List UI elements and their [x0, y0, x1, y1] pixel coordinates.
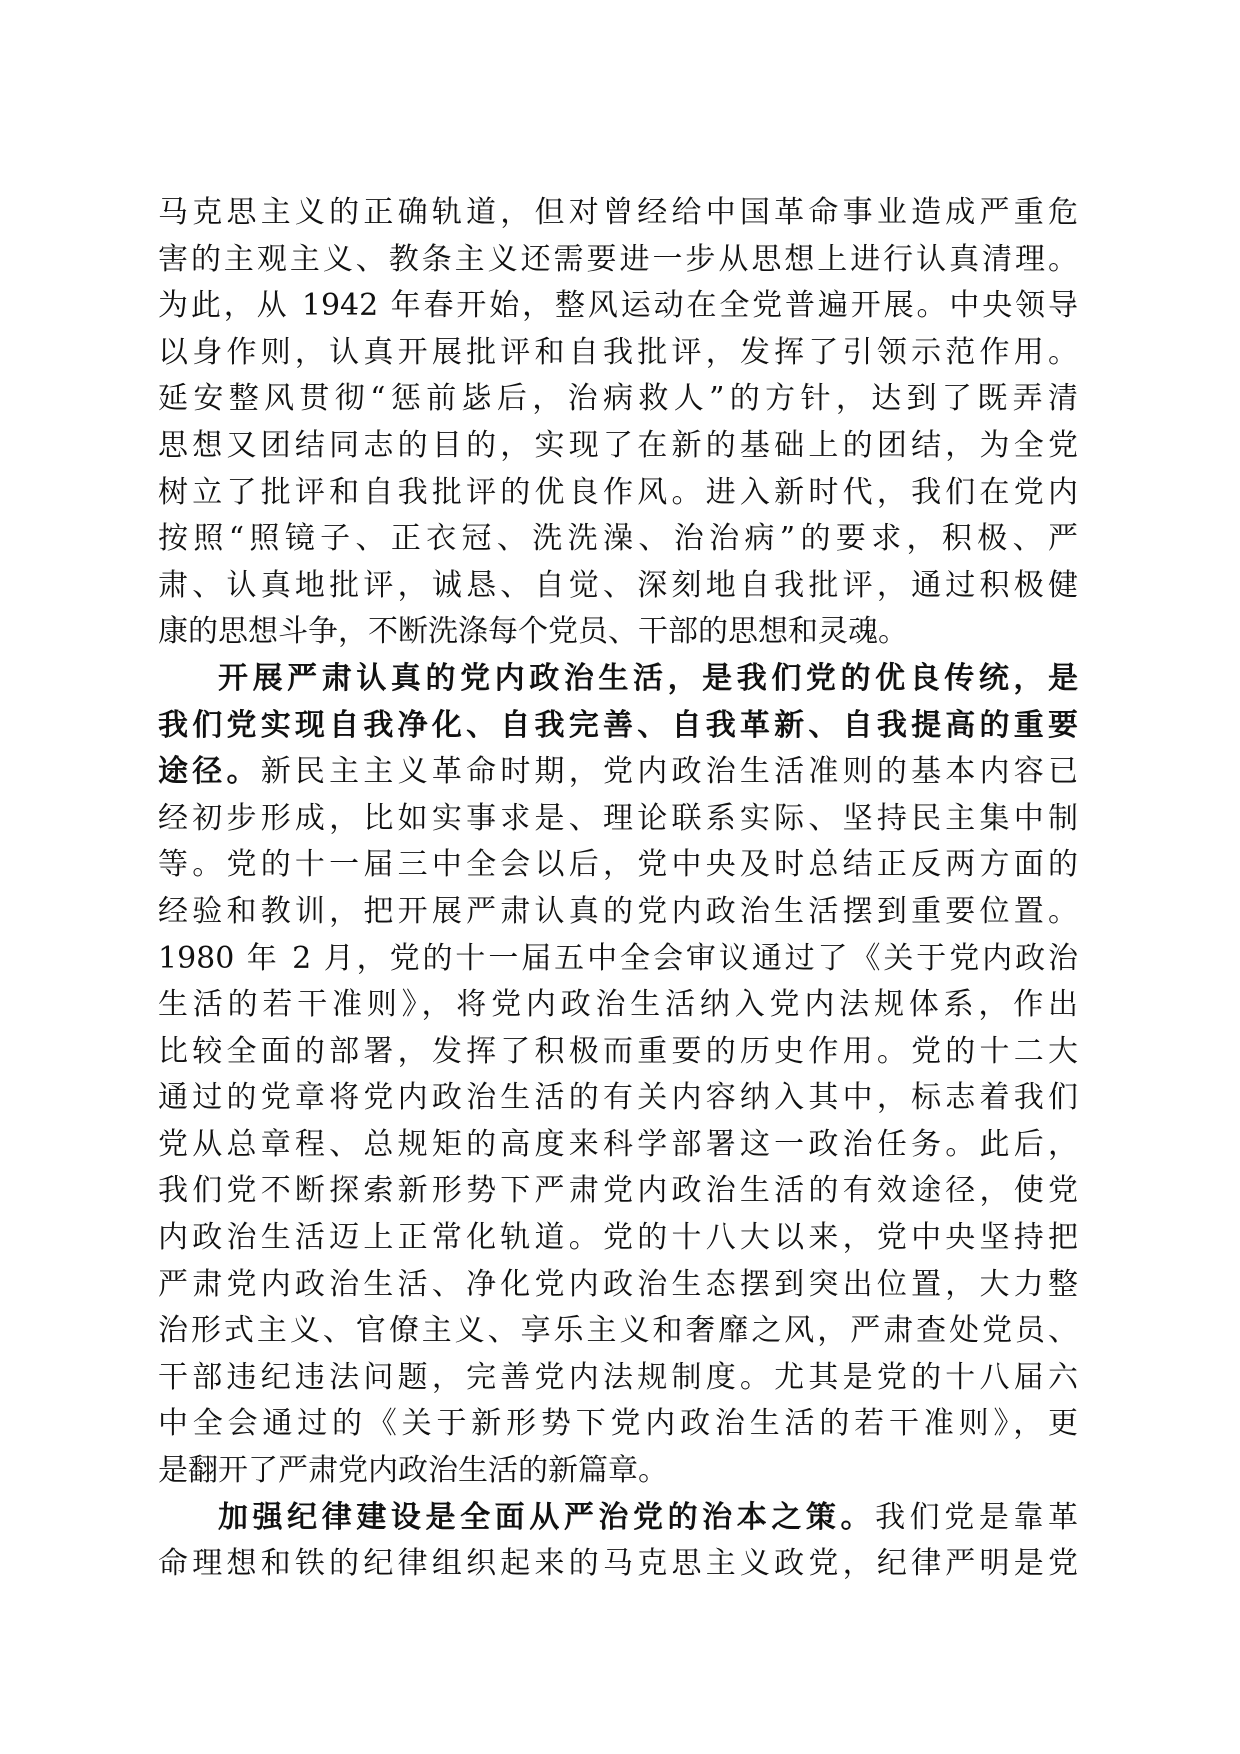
text-line: 严肃党内政治生活、净化党内政治生态摆到突出位置，大力整: [158, 1266, 1078, 1302]
text-line: 康的思想斗争，不断洗涤每个党员、干部的思想和灵魂。: [158, 614, 908, 650]
body-text: [158, 190, 1078, 1588]
text-line: 党从总章程、总规矩的高度来科学部署这一政治任务。此后，: [158, 1126, 1078, 1162]
text-line: 是翻开了严肃党内政治生活的新篇章。: [158, 1453, 668, 1489]
text-line: 1980 年 2 月，党的十一届五中全会审议通过了《关于党内政治: [158, 940, 1078, 976]
text-line: 经验和教训，把开展严肃认真的党内政治生活摆到重要位置。: [158, 893, 1078, 929]
text-line: 树立了批评和自我批评的优良作风。进入新时代，我们在党内: [158, 474, 1078, 510]
text-line: 以身作则，认真开展批评和自我批评，发挥了引领示范作用。: [158, 334, 1078, 370]
text-run: 我们党是靠革: [875, 1499, 1079, 1535]
text-line: 内政治生活迈上正常化轨道。党的十八大以来，党中央坚持把: [158, 1220, 1078, 1256]
text-line: 思想又团结同志的目的，实现了在新的基础上的团结，为全党: [158, 427, 1078, 463]
text-line: 比较全面的部署，发挥了积极而重要的历史作用。党的十二大: [158, 1033, 1078, 1069]
text-line: 等。党的十一届三中全会以后，党中央及时总结正反两方面的: [158, 847, 1078, 883]
text-line: 害的主观主义、教条主义还需要进一步从思想上进行认真清理。: [158, 241, 1078, 277]
bold-heading-text: 途径。: [158, 754, 261, 790]
text-line: 肃、认真地批评，诚恳、自觉、深刻地自我批评，通过积极健: [158, 567, 1078, 603]
text-line: 治形式主义、官僚主义、享乐主义和奢靡之风，严肃查处党员、: [158, 1313, 1078, 1349]
paragraph: [158, 190, 1078, 656]
bold-heading-text: 加强纪律建设是全面从严治党的治本之策。: [218, 1499, 876, 1535]
text-line: 通过的党章将党内政治生活的有关内容纳入其中，标志着我们: [158, 1080, 1078, 1116]
text-line: [158, 656, 1078, 703]
text-line: [158, 703, 1078, 750]
text-line: 中全会通过的《关于新形势下党内政治生活的若干准则》，更: [158, 1406, 1078, 1442]
bold-heading-text: 开展严肃认真的党内政治生活，是我们党的优良传统，是: [218, 660, 1078, 696]
text-line: 按照“照镜子、正衣冠、洗洗澡、治治病”的要求，积极、严: [158, 521, 1078, 557]
text-line: 为此，从 1942 年春开始，整风运动在全党普遍开展。中央领导: [158, 288, 1078, 324]
text-line: [158, 749, 1078, 796]
text-line: 我们党不断探索新形势下严肃党内政治生活的有效途径，使党: [158, 1173, 1078, 1209]
text-line: 命理想和铁的纪律组织起来的马克思主义政党，纪律严明是党: [158, 1546, 1078, 1582]
paragraph: [158, 656, 1078, 1495]
paragraph: [158, 1495, 1078, 1588]
text-line: 延安整风贯彻“惩前毖后，治病救人”的方针，达到了既弄清: [158, 381, 1078, 417]
text-line: 经初步形成，比如实事求是、理论联系实际、坚持民主集中制: [158, 800, 1078, 836]
text-line: 马克思主义的正确轨道，但对曾经给中国革命事业造成严重危: [158, 195, 1078, 230]
bold-heading-text: 我们党实现自我净化、自我完善、自我革新、自我提高的重要: [158, 707, 1078, 743]
text-line: 干部违纪违法问题，完善党内法规制度。尤其是党的十八届六: [158, 1359, 1078, 1395]
text-line: 生活的若干准则》，将党内政治生活纳入党内法规体系，作出: [158, 987, 1078, 1023]
text-run: 新民主主义革命时期，党内政治生活准则的基本内容已: [260, 754, 1079, 790]
text-line: [158, 1495, 1078, 1542]
